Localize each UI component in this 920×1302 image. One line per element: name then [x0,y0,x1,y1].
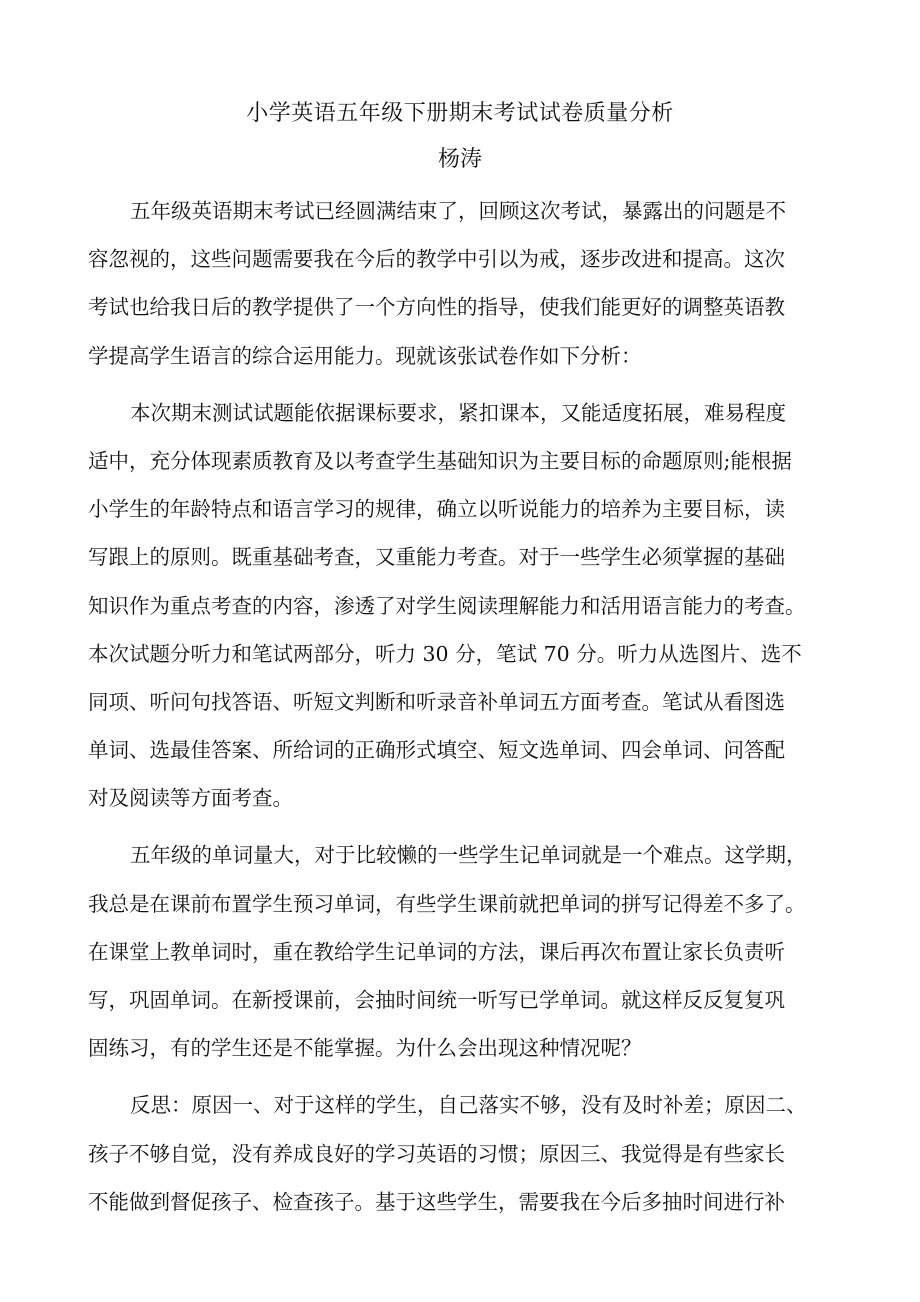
paragraph-line: 适中，充分体现素质教育及以考查学生基础知识为主要目标的命题原则;能根据 [88,448,792,473]
paragraph-line: 对及阅读等方面考查。 [88,786,293,811]
paragraph-line: 写，巩固单词。在新授课前，会抽时间统一听写已学单词。就这样反反复复巩 [88,988,785,1012]
paragraph-line: 单词、选最佳答案、所给词的正确形式填空、短文选单词、四会单词、问答配 [88,738,785,763]
paragraph-line: 我总是在课前布置学生预习单词，有些学生课前就把单词的拼写记得差不多了。 [88,891,806,916]
document-title: 小学英语五年级下册期末考试试卷质量分析 [246,101,674,126]
paragraph-line: 写跟上的原则。既重基础考查，又重能力考查。对于一些学生必须掌握的基础 [88,545,785,570]
paragraph-line: 考试也给我日后的教学提供了一个方向性的指导，使我们能更好的调整英语教 [88,295,785,320]
paragraph-line: 反思：原因一、对于这样的学生，自己落实不够，没有及时补差；原因二、 [130,1093,807,1118]
paragraph-line: 孩子不够自觉，没有养成良好的学习英语的习惯；原因三、我觉得是有些家长 [88,1141,785,1166]
paragraph-line: 在课堂上教单词时，重在教给学生记单词的方法，课后再次布置让家长负责听 [88,939,785,964]
paragraph-line: 五年级英语期末考试已经圆满结束了，回顾这次考试，暴露出的问题是不 [130,199,786,223]
document-author: 杨涛 [437,147,482,172]
paragraph-vocabulary [88,831,853,1072]
paragraph-line: 本次试题分听力和笔试两部分，听力 30 分，笔试 70 分。听力从选图片、选不 [88,641,802,666]
paragraph-line: 不能做到督促孩子、检查孩子。基于这些学生，需要我在今后多抽时间进行补 [88,1189,785,1214]
paragraph-line: 固练习，有的学生还是不能掌握。为什么会出现这种情况呢？ [88,1036,642,1061]
paragraph-line: 同项、听问句找答语、听短文判断和听录音补单词五方面考查。笔试从看图选 [88,689,785,714]
paragraph-intro [88,187,853,380]
paragraph-line: 小学生的年龄特点和语言学习的规律，确立以听说能力的培养为主要目标，读 [88,497,785,522]
paragraph-line: 本次期末测试试题能依据课标要求，紧扣课本，又能适度拓展，难易程度 [130,400,786,425]
paragraph-reflection [88,1081,853,1226]
paragraph-line: 五年级的单词量大，对于比较懒的一些学生记单词就是一个难点。这学期， [130,843,807,868]
paragraph-line: 知识作为重点考查的内容，渗透了对学生阅读理解能力和活用语言能力的考查。 [88,593,806,618]
paragraph-line: 容忽视的，这些问题需要我在今后的教学中引以为戒，逐步改进和提高。这次 [88,247,785,272]
paragraph-exam-overview [88,389,853,823]
document-body [88,187,853,1226]
paragraph-line: 学提高学生语言的综合运用能力。现就该张试卷作如下分析： [88,343,642,368]
